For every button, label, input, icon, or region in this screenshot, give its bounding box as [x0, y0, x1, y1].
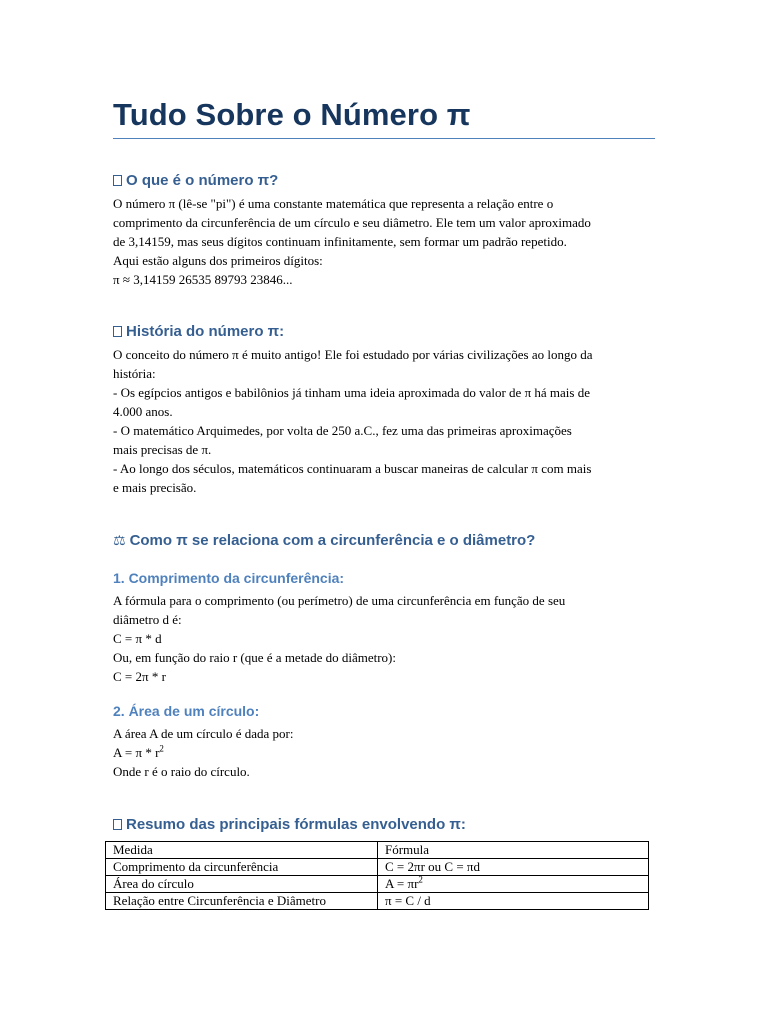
formula-text: C = 2πr ou C = πd [385, 859, 480, 874]
paragraph-line: O número π (lê-se "pi") é uma constante matemática que representa a relação entre o [113, 196, 554, 211]
section-heading-what-is-pi [113, 171, 655, 191]
document-title: Tudo Sobre o Número π [113, 0, 655, 139]
formula-line: C = π * d [113, 631, 162, 646]
section-heading-relation [113, 531, 655, 551]
missing-glyph-icon [113, 819, 122, 830]
formula-text: π = C / d [385, 893, 431, 908]
section-heading-text: O que é o número π? [126, 172, 279, 189]
paragraph-line: - O matemático Arquimedes, por volta de 250 a.C., fez uma das primeiras aproximações [113, 423, 572, 438]
formula-exponent: 2 [159, 743, 164, 754]
paragraph-line: 4.000 anos. [113, 404, 173, 419]
table-cell-formula [378, 893, 649, 910]
formula-text: A = π * r [113, 745, 160, 760]
table-header-cell: Medida [106, 842, 378, 859]
balance-scale-icon: ⚖ [113, 533, 126, 549]
missing-glyph-icon [113, 175, 122, 186]
table-cell-measure: Comprimento da circunferência [106, 859, 378, 876]
formula-text: A = πr [385, 876, 419, 891]
pi-digits-line: π ≈ 3,14159 26535 89793 23846... [113, 272, 293, 287]
table-cell-measure: Relação entre Circunferência e Diâmetro [106, 893, 378, 910]
subsection-body-circumference [113, 591, 655, 686]
paragraph-line: de 3,14159, mas seus dígitos continuam infinitamente, sem formar um padrão repetido. [113, 234, 567, 249]
paragraph-line: Onde r é o raio do círculo. [113, 764, 250, 779]
paragraph-line: Aqui estão alguns dos primeiros dígitos: [113, 253, 323, 268]
section-heading-summary [113, 815, 655, 835]
paragraph-line: comprimento da circunferência de um círculo e seu diâmetro. Ele tem um valor aproximado [113, 215, 591, 230]
missing-glyph-icon [113, 326, 122, 337]
table-cell-formula [378, 876, 649, 893]
paragraph-line: história: [113, 366, 156, 381]
paragraph-line: diâmetro d é: [113, 612, 182, 627]
table-header-cell: Fórmula [378, 842, 649, 859]
formula-exponent: 2 [418, 874, 423, 885]
paragraph-line: A fórmula para o comprimento (ou perímetro) de uma circunferência em função de seu [113, 593, 566, 608]
paragraph-line: - Ao longo dos séculos, matemáticos continuaram a buscar maneiras de calcular π com mais [113, 461, 592, 476]
formula-line [113, 743, 655, 762]
paragraph-line: - Os egípcios antigos e babilônios já tinham uma ideia aproximada do valor de π há mais de [113, 385, 590, 400]
paragraph-line: A área A de um círculo é dada por: [113, 726, 294, 741]
section-heading-text: História do número π: [126, 323, 285, 340]
document-page [113, 0, 655, 835]
paragraph-line: O conceito do número π é muito antigo! Ele foi estudado por várias civilizações ao longo da [113, 347, 593, 362]
table-cell-formula [378, 859, 649, 876]
table-row [106, 859, 649, 876]
table-row [106, 893, 649, 910]
table-row [106, 876, 649, 893]
section-heading-text: Como π se relaciona com a circunferência e o diâmetro? [129, 532, 536, 549]
subheading-circumference: 1. Comprimento da circunferência: [113, 570, 345, 586]
section-body-history [113, 345, 655, 497]
section-heading-history [113, 322, 655, 342]
section-heading-text: Resumo das principais fórmulas envolvendo π: [126, 816, 466, 833]
paragraph-line: mais precisas de π. [113, 442, 212, 457]
subsection-body-area [113, 724, 655, 781]
table-cell-measure: Área do círculo [106, 876, 378, 893]
table-header-row [106, 842, 649, 859]
paragraph-line: Ou, em função do raio r (que é a metade do diâmetro): [113, 650, 396, 665]
paragraph-line: e mais precisão. [113, 480, 197, 495]
formula-summary-table [105, 841, 649, 910]
subheading-area: 2. Área de um círculo: [113, 703, 260, 719]
section-body-what-is-pi [113, 194, 655, 289]
formula-line: C = 2π * r [113, 669, 166, 684]
